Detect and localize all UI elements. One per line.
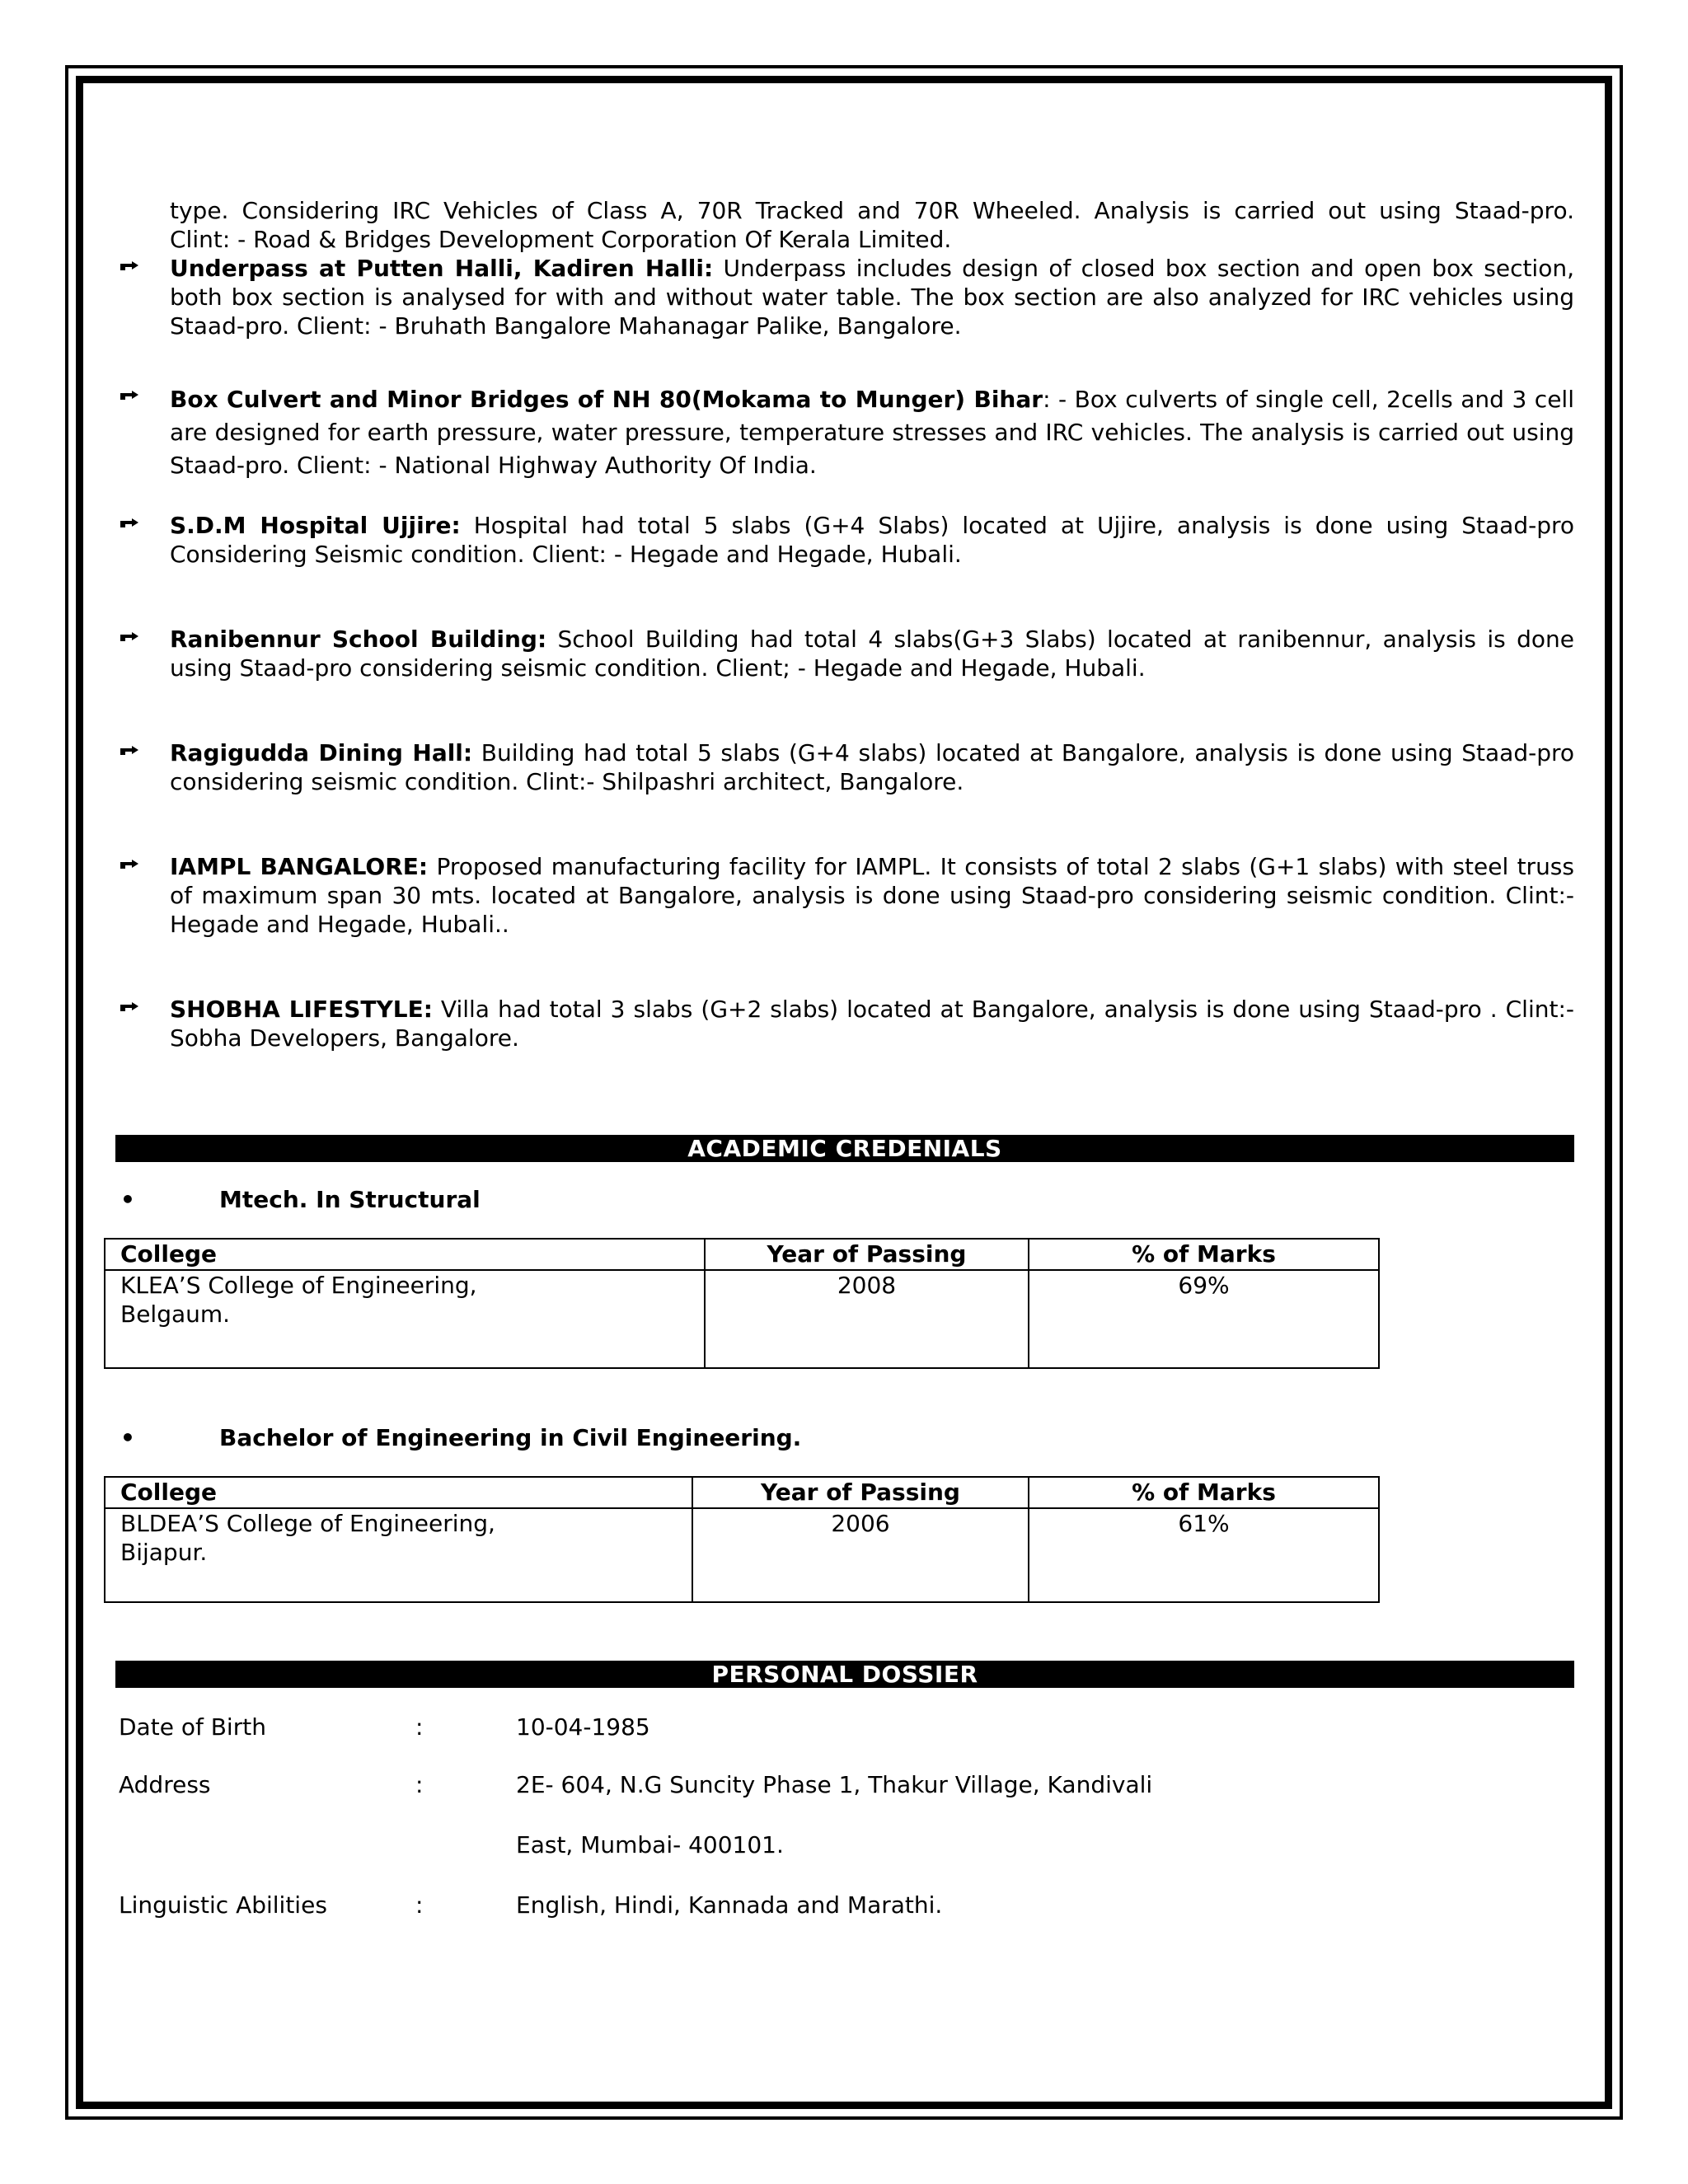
project-description: Underpass includes design of closed box section and open box section, both box section is analysed for with and without water table. The box section are also analyzed for IRC vehicles using Staad-pro. Client: - Bruhath Bangalore Mahanagar Palike, Bangalore. (170, 255, 1574, 340)
college-line-2: Belgaum. (120, 1301, 231, 1328)
bullet-dot: • (120, 1186, 135, 1213)
project-title: Ranibennur School Building: (170, 626, 547, 653)
project-item (115, 738, 1574, 796)
project-description: Building had total 5 slabs (G+4 slabs) located at Bangalore, analysis is done using Staad-pro considering seismic condition. Clint:- Shilpashri architect, Bangalore. (170, 739, 1574, 795)
col-marks: % of Marks (1029, 1239, 1379, 1270)
pointing-hand-icon (119, 255, 142, 279)
pointing-hand-icon (119, 626, 142, 649)
mtech-table (104, 1238, 1380, 1369)
pointing-hand-icon (119, 996, 142, 1019)
degree-be (115, 1422, 1574, 1455)
table-row (105, 1508, 1379, 1602)
resume-content (115, 196, 1574, 1919)
marks-cell: 61% (1029, 1508, 1379, 1602)
project-description: Villa had total 3 slabs (G+2 slabs) located at Bangalore, analysis is done using Staad-pro . Clint:- Sobha Developers, Bangalore. (170, 996, 1574, 1052)
marks-cell: 69% (1029, 1270, 1379, 1368)
project-item (115, 383, 1574, 482)
college-cell (105, 1270, 705, 1368)
project-item (115, 995, 1574, 1052)
project-title: Underpass at Putten Halli, Kadiren Halli: (170, 255, 714, 282)
degree-name: Mtech. In Structural (219, 1186, 481, 1213)
college-line-1: BLDEA’S College of Engineering, (120, 1510, 495, 1537)
year-cell: 2006 (692, 1508, 1029, 1602)
language-label: Linguistic Abilities (119, 1891, 327, 1919)
colon: : (415, 1713, 424, 1741)
project-item (115, 852, 1574, 939)
language-row (115, 1891, 1574, 1919)
college-line-1: KLEA’S College of Engineering, (120, 1272, 477, 1299)
address-line-1: 2E- 604, N.G Suncity Phase 1, Thakur Village, Kandivali (516, 1771, 1153, 1798)
table-header-row (105, 1477, 1379, 1508)
col-year: Year of Passing (705, 1239, 1029, 1270)
table-row (105, 1270, 1379, 1368)
col-college: College (105, 1239, 705, 1270)
col-college: College (105, 1477, 692, 1508)
project-title: S.D.M Hospital Ujjire: (170, 512, 461, 539)
address-row-2 (115, 1830, 1574, 1859)
intro-line-2: Clint: - Road & Bridges Development Corporation Of Kerala Limited. (170, 226, 952, 253)
address-row (115, 1770, 1574, 1799)
dob-value: 10-04-1985 (516, 1713, 650, 1741)
project-description: School Building had total 4 slabs(G+3 Slabs) located at ranibennur, analysis is done using Staad-pro considering seismic condition. Client; - Hegade and Hegade, Hubali. (170, 626, 1575, 682)
be-table (104, 1476, 1380, 1603)
project-item (115, 511, 1574, 569)
bullet-dot: • (120, 1424, 135, 1451)
academic-section-heading: ACADEMIC CREDENIALS (115, 1135, 1574, 1162)
address-line-2: East, Mumbai- 400101. (516, 1831, 784, 1858)
year-cell: 2008 (705, 1270, 1029, 1368)
degree-mtech (115, 1183, 1574, 1216)
project-intro-continuation (115, 196, 1574, 254)
college-line-2: Bijapur. (120, 1539, 208, 1566)
personal-section-heading: PERSONAL DOSSIER (115, 1661, 1574, 1688)
project-title: Box Culvert and Minor Bridges of NH 80(Mokama to Munger) Bihar (170, 386, 1043, 413)
pointing-hand-icon (119, 513, 142, 536)
col-marks: % of Marks (1029, 1477, 1379, 1508)
degree-name: Bachelor of Engineering in Civil Engineering. (219, 1424, 802, 1451)
project-description: Hospital had total 5 slabs (G+4 Slabs) located at Ujjire, analysis is done using Staad-pro Considering Seismic condition. Client: - Hegade and Hegade, Hubali. (170, 512, 1575, 568)
project-item (115, 254, 1574, 340)
colon: : (415, 1771, 424, 1798)
project-description: Proposed manufacturing facility for IAMPL. It consists of total 2 slabs (G+1 slabs) with steel truss of maximum span 30 mts. located at Bangalore, analysis is done using Staad-pro considering seismic condition. Clint:- Hegade and Hegade, Hubali.. (170, 853, 1574, 938)
table-header-row (105, 1239, 1379, 1270)
language-value: English, Hindi, Kannada and Marathi. (516, 1891, 943, 1919)
project-item (115, 625, 1574, 682)
project-title: SHOBHA LIFESTYLE: (170, 996, 433, 1023)
dob-label: Date of Birth (119, 1713, 266, 1741)
intro-line-1: type. Considering IRC Vehicles of Class A, 70R Tracked and 70R Wheeled. Analysis is carried out using Staad-pro. (170, 197, 1574, 224)
pointing-hand-icon (119, 740, 142, 763)
college-cell (105, 1508, 692, 1602)
dob-row (115, 1713, 1574, 1741)
address-label: Address (119, 1771, 211, 1798)
colon: : (415, 1891, 424, 1919)
project-title: IAMPL BANGALORE: (170, 853, 429, 880)
pointing-hand-icon (119, 854, 142, 877)
col-year: Year of Passing (692, 1477, 1029, 1508)
project-title: Ragigudda Dining Hall: (170, 739, 473, 766)
project-description: : - Box culverts of single cell, 2cells and 3 cell are designed for earth pressure, water pressure, temperature stresses and IRC vehicles. The analysis is carried out using Staad-pro. Client: - National Highway Authority Of India. (170, 386, 1574, 479)
pointing-hand-icon (119, 385, 142, 408)
